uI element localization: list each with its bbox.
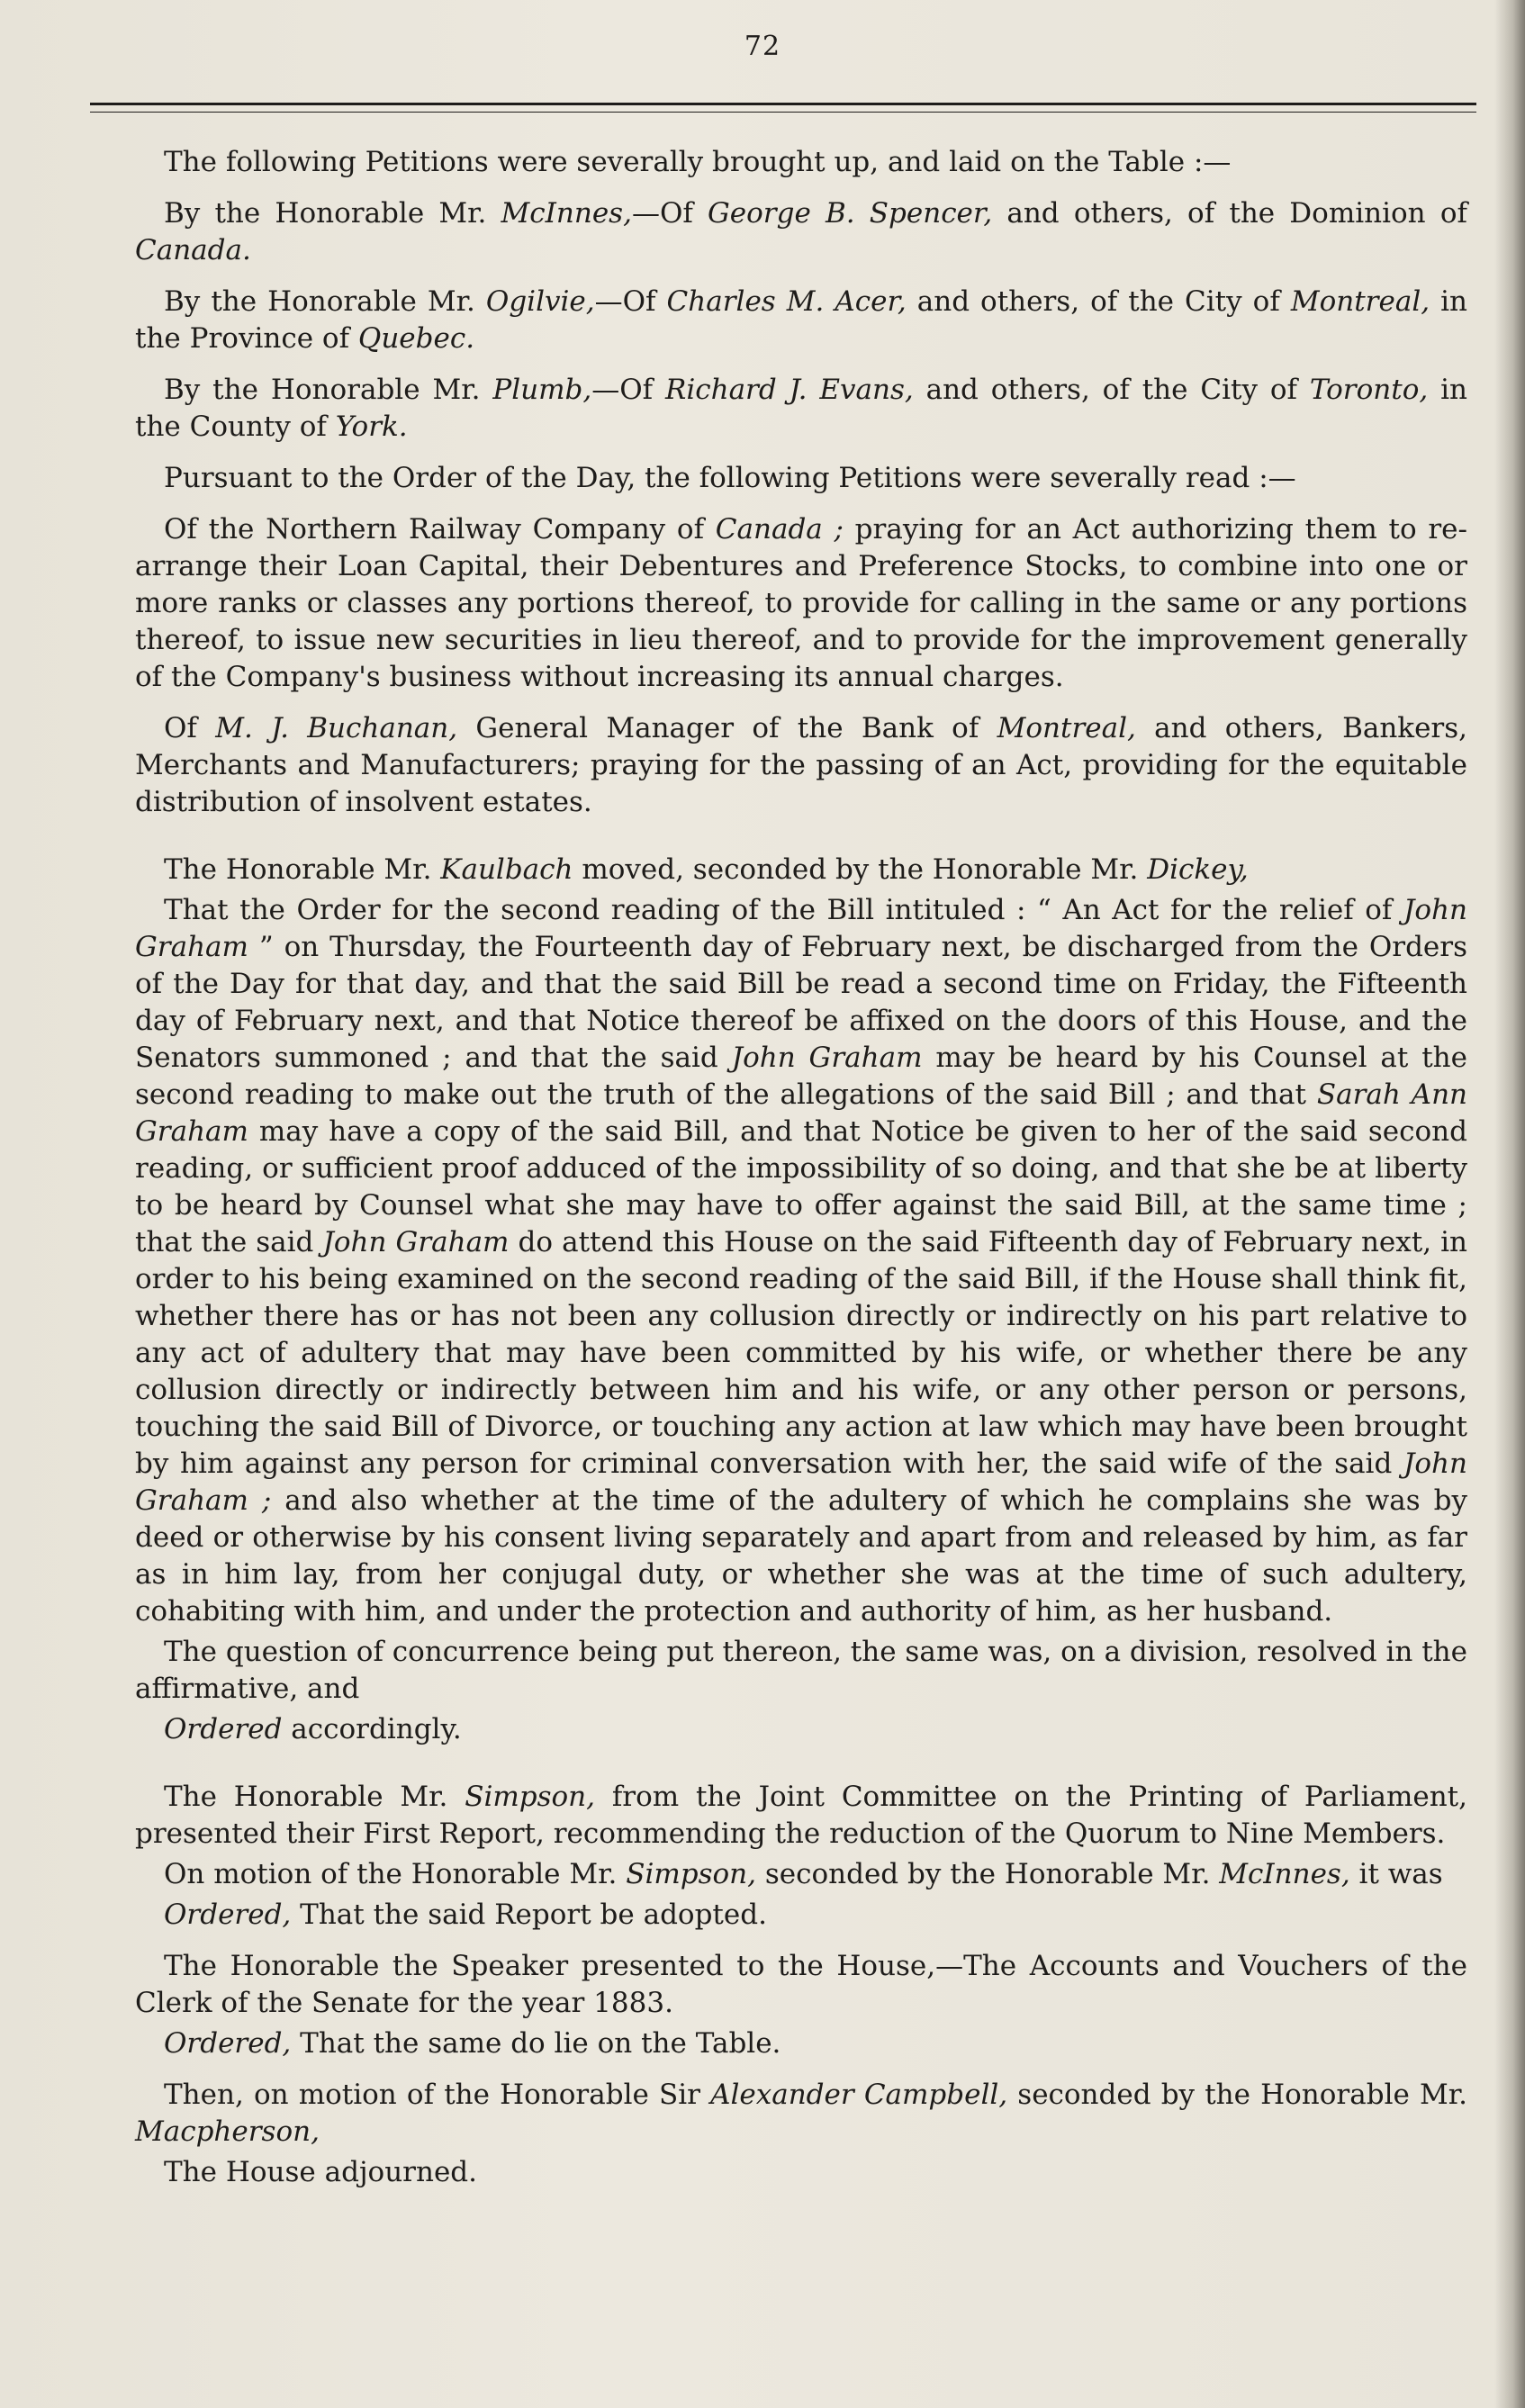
italic-name: Macpherson, bbox=[135, 2115, 320, 2148]
text-run: accordingly. bbox=[282, 1713, 462, 1745]
text-run: moved, seconded by the Honorable Mr. bbox=[573, 853, 1148, 886]
body-text bbox=[135, 144, 1467, 2205]
page-edge-shadow bbox=[1494, 0, 1525, 2408]
paragraph bbox=[135, 2025, 1467, 2062]
paragraph bbox=[135, 1856, 1467, 1893]
text-run: —Of bbox=[591, 374, 665, 406]
italic-name: Dickey, bbox=[1147, 853, 1249, 886]
text-run: and others, of the Dominion of bbox=[992, 197, 1467, 230]
italic-name: Ogilvie, bbox=[485, 285, 595, 318]
italic-name: Kaulbach bbox=[440, 853, 573, 886]
paragraph bbox=[135, 144, 1467, 181]
text-run: in the Province of bbox=[135, 285, 1467, 355]
text-run: and also whether at the time of the adultery of which he complains she was by deed or otherwise by his consent living separately and apart from and released by him, as far as in him lay, from her conjugal duty, or whether she was at the time of such adultery, cohabiting with him, and under the protection and authority of him, as her husband. bbox=[135, 1484, 1467, 1628]
italic-name: John Graham bbox=[322, 1226, 510, 1258]
text-run: do attend this House on the said Fifteenth day of February next, in order to his being examined on the second reading of the said Bill, if the House shall think fit, whether there has or has not been any collusion directly or indirectly on his part relative to any act of adultery that may have been committed by his wife, or whether there be any collusion directly or indirectly between him and his wife, or any other person or persons, touching the said Bill of Divorce, or touching any action at law which may have been brought by him against any person for criminal conversation with her, the said wife of the said bbox=[135, 1226, 1468, 1480]
paragraph bbox=[135, 284, 1467, 357]
text-run: The House adjourned. bbox=[164, 2156, 478, 2188]
italic-name: Charles M. Acer, bbox=[666, 285, 907, 318]
text-run: That the said Report be adopted. bbox=[291, 1898, 767, 1931]
text-run: Of the Northern Railway Company of bbox=[164, 513, 716, 546]
italic-name: McInnes, bbox=[1219, 1858, 1350, 1890]
italic-name: Simpson, bbox=[626, 1858, 757, 1890]
paragraph bbox=[135, 852, 1467, 888]
italic-name: George B. Spencer, bbox=[708, 197, 993, 230]
text-run: seconded by the Honorable Mr. bbox=[756, 1858, 1220, 1890]
text-run: That the Order for the second reading of the Bill intituled : “ An Act for the relief of bbox=[164, 894, 1403, 926]
text-run: The Honorable the Speaker presented to the House,—The Accounts and Vouchers of the Clerk of the Senate for the year 1883. bbox=[135, 1950, 1467, 2019]
paragraph bbox=[135, 1897, 1467, 1934]
text-run: Of bbox=[164, 712, 216, 744]
text-run: ” on Thursday, the Fourteenth day of February next, be discharged from the Orders of the Day for that day, and that the said Bill be read a second time on Friday, the Fifteenth day of February next, and that Notice thereof be affixed on the doors of this House, and the Senators summoned ; and that the said bbox=[135, 931, 1467, 1074]
italic-name: Ordered, bbox=[164, 2027, 292, 2060]
text-run: may be heard by his Counsel at the second reading to make out the truth of the allegations of the said Bill ; and that bbox=[135, 1042, 1467, 1111]
text-run: By the Honorable Mr. bbox=[164, 285, 486, 318]
text-run: The question of concurrence being put thereon, the same was, on a division, resolved in the affirmative, and bbox=[135, 1636, 1467, 1705]
italic-name: M. J. Buchanan, bbox=[215, 712, 458, 744]
paragraph bbox=[135, 460, 1467, 497]
page-number: 72 bbox=[744, 31, 781, 62]
text-run: may have a copy of the said Bill, and that Notice be given to her of the said second reading, or sufficient proof adduced of the impossibility of so doing, and that she be at liberty to be heard by Counsel what she may have to offer against the said Bill, at the same time ; that the said bbox=[135, 1115, 1467, 1258]
italic-name: Canada. bbox=[135, 234, 251, 266]
italic-name: Quebec. bbox=[357, 322, 475, 355]
text-run: On motion of the Honorable Mr. bbox=[164, 1858, 627, 1890]
italic-name: John Graham bbox=[731, 1042, 923, 1074]
text-run: That the same do lie on the Table. bbox=[291, 2027, 781, 2060]
paragraph bbox=[135, 1711, 1467, 1748]
text-run: it was bbox=[1349, 1858, 1443, 1890]
italic-name: Toronto, bbox=[1309, 374, 1429, 406]
paragraph bbox=[135, 1634, 1467, 1708]
italic-name: John Graham bbox=[135, 894, 1467, 963]
header-rule-thin bbox=[90, 112, 1476, 113]
text-run: in the County of bbox=[135, 374, 1467, 443]
italic-name: McInnes, bbox=[501, 197, 632, 230]
italic-name: Simpson, bbox=[465, 1781, 595, 1813]
text-run: —Of bbox=[594, 285, 667, 318]
text-run: General Manager of the Bank of bbox=[457, 712, 997, 744]
paragraph bbox=[135, 1948, 1467, 2022]
italic-name: Ordered bbox=[164, 1713, 283, 1745]
text-run: Then, on motion of the Honorable Sir bbox=[164, 2079, 711, 2111]
paragraph bbox=[135, 1779, 1467, 1853]
italic-name: Canada ; bbox=[715, 513, 844, 546]
paragraph bbox=[135, 372, 1467, 446]
text-run: and others, of the City of bbox=[913, 374, 1310, 406]
italic-name: Richard J. Evans, bbox=[664, 374, 914, 406]
paragraph bbox=[135, 511, 1467, 696]
text-run: and others, of the City of bbox=[906, 285, 1291, 318]
text-run: Pursuant to the Order of the Day, the following Petitions were severally read :— bbox=[164, 462, 1296, 494]
text-run: —Of bbox=[631, 197, 708, 230]
italic-name: Plumb, bbox=[492, 374, 592, 406]
text-run: praying for an Act authorizing them to re-arrange their Loan Capital, their Debentures and Preference Stocks, to combine into one or more ranks or classes any portions thereof, to provide for calling in the same or any portions thereof, to issue new securities in lieu thereof, and to provide for the improvement generally of the Company's business without increasing its annual charges. bbox=[135, 513, 1468, 693]
text-run: The Honorable Mr. bbox=[164, 853, 441, 886]
text-run: The Honorable Mr. bbox=[164, 1781, 465, 1813]
text-run: By the Honorable Mr. bbox=[164, 197, 501, 230]
italic-name: Montreal, bbox=[997, 712, 1136, 744]
paragraph bbox=[135, 2077, 1467, 2151]
text-run: The following Petitions were severally brought up, and laid on the Table :— bbox=[164, 146, 1232, 178]
italic-name: John Graham ; bbox=[135, 1448, 1467, 1517]
italic-name: Montreal, bbox=[1290, 285, 1430, 318]
header-rule-thick bbox=[90, 103, 1476, 105]
italic-name: York. bbox=[335, 410, 408, 443]
text-run: from the Joint Committee on the Printing of Parliament, presented their First Report, recommending the reduction of the Quorum to Nine Members. bbox=[135, 1781, 1467, 1850]
italic-name: Sarah Ann Graham bbox=[135, 1078, 1467, 1148]
text-run: By the Honorable Mr. bbox=[164, 374, 493, 406]
paragraph bbox=[135, 892, 1467, 1630]
paragraph bbox=[135, 195, 1467, 269]
paragraph bbox=[135, 710, 1467, 821]
text-run: and others, Bankers, Merchants and Manufacturers; praying for the passing of an Act, providing for the equitable distribution of insolvent estates. bbox=[135, 712, 1468, 818]
paragraph bbox=[135, 2154, 1467, 2191]
italic-name: Ordered, bbox=[164, 1898, 292, 1931]
text-run: seconded by the Honorable Mr. bbox=[1007, 2079, 1467, 2111]
italic-name: Alexander Campbell, bbox=[710, 2079, 1008, 2111]
